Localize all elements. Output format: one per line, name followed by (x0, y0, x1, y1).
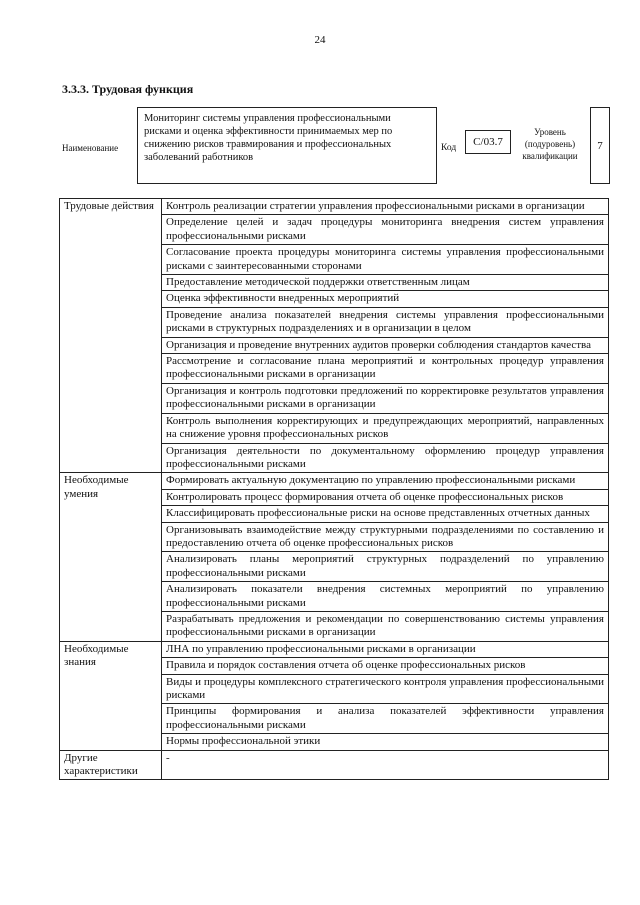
section-title: 3.3.3. Трудовая функция (62, 82, 194, 96)
code-label: Код (441, 143, 457, 153)
section-item-cell: Виды и процедуры комплексного стратегического контроля управления профессиональными рисками (162, 674, 609, 704)
section-item-cell: Контроль выполнения корректирующих и предупреждающих мероприятий, направленных на снижение уровня профессиональных рисков (162, 413, 609, 443)
code-value-box: C/03.7 (465, 130, 511, 154)
section-item-cell: Предоставление методической поддержки ответственным лицам (162, 275, 609, 291)
section-item-cell: Формировать актуальную документацию по управлению профессиональными рисками (162, 473, 609, 489)
section-item-cell: Согласование проекта процедуры мониторинга системы управления профессиональными рисками с заинтересованными сторонами (162, 245, 609, 275)
table-row (60, 199, 609, 215)
section-item-cell: Правила и порядок составления отчета об оценке профессиональных рисков (162, 658, 609, 674)
section-item-cell: Анализировать показатели внедрения системных мероприятий по управлению профессиональными рисками (162, 582, 609, 612)
section-category-cell: Трудовые действия (60, 199, 162, 473)
table-row (60, 750, 609, 780)
section-item-cell: Определение целей и задач процедуры мониторинга внедрения систем управления профессиональными рисками (162, 215, 609, 245)
section-item-cell: Контролировать процесс формирования отчета об оценке профессиональных рисков (162, 489, 609, 505)
section-item-cell: Оценка эффективности внедренных мероприятий (162, 291, 609, 307)
section-item-cell: Контроль реализации стратегии управления профессиональными рисками в организации (162, 199, 609, 215)
level-label: Уровень (подуровень) квалификации (522, 127, 578, 161)
section-item-cell: Рассмотрение и согласование плана мероприятий и контрольных процедур управления профессиональными рисками в организации (162, 354, 609, 384)
table-row (60, 473, 609, 489)
section-item-cell: Анализировать планы мероприятий структурных подразделений по управлению профессиональными рисками (162, 552, 609, 582)
section-item-cell: Классифицировать профессиональные риски на основе представленных отчетных данных (162, 506, 609, 522)
table-row (60, 641, 609, 657)
name-label: Наименование (62, 143, 119, 153)
section-item-cell: Организация и контроль подготовки предложений по корректировке результатов управления профессиональными рисками в организации (162, 383, 609, 413)
section-item-cell: ЛНА по управлению профессиональными рисками в организации (162, 641, 609, 657)
section-item-cell: Принципы формирования и анализа показателей эффективности управления профессиональными рисками (162, 704, 609, 734)
level-value-box: 7 (590, 107, 610, 184)
section-category-cell: Другие характеристики (60, 750, 162, 780)
section-item-cell: Организовывать взаимодействие между структурными подразделениями по составлению и предоставлению отчета об оценке профессиональных рисков (162, 522, 609, 552)
section-item-cell: - (162, 750, 609, 780)
section-item-cell: Разрабатывать предложения и рекомендации по совершенствованию системы управления профессиональными рисками в организации (162, 611, 609, 641)
function-table (59, 198, 609, 780)
section-category-cell: Необходимые умения (60, 473, 162, 641)
section-item-cell: Нормы профессиональной этики (162, 734, 609, 750)
page-number: 24 (314, 34, 326, 46)
function-name-box: Мониторинг системы управления профессиональными рисками и оценка эффективности принимаемых мер по снижению рисков травмирования и профессиональных заболеваний работников (137, 107, 437, 184)
section-item-cell: Проведение анализа показателей внедрения системы управления профессиональными рисками в структурных подразделениях и в организации в целом (162, 307, 609, 337)
section-item-cell: Организация деятельности по документальному оформлению процедур управления профессиональными рисками (162, 443, 609, 473)
section-category-cell: Необходимые знания (60, 641, 162, 750)
section-item-cell: Организация и проведение внутренних аудитов проверки соблюдения стандартов качества (162, 337, 609, 353)
